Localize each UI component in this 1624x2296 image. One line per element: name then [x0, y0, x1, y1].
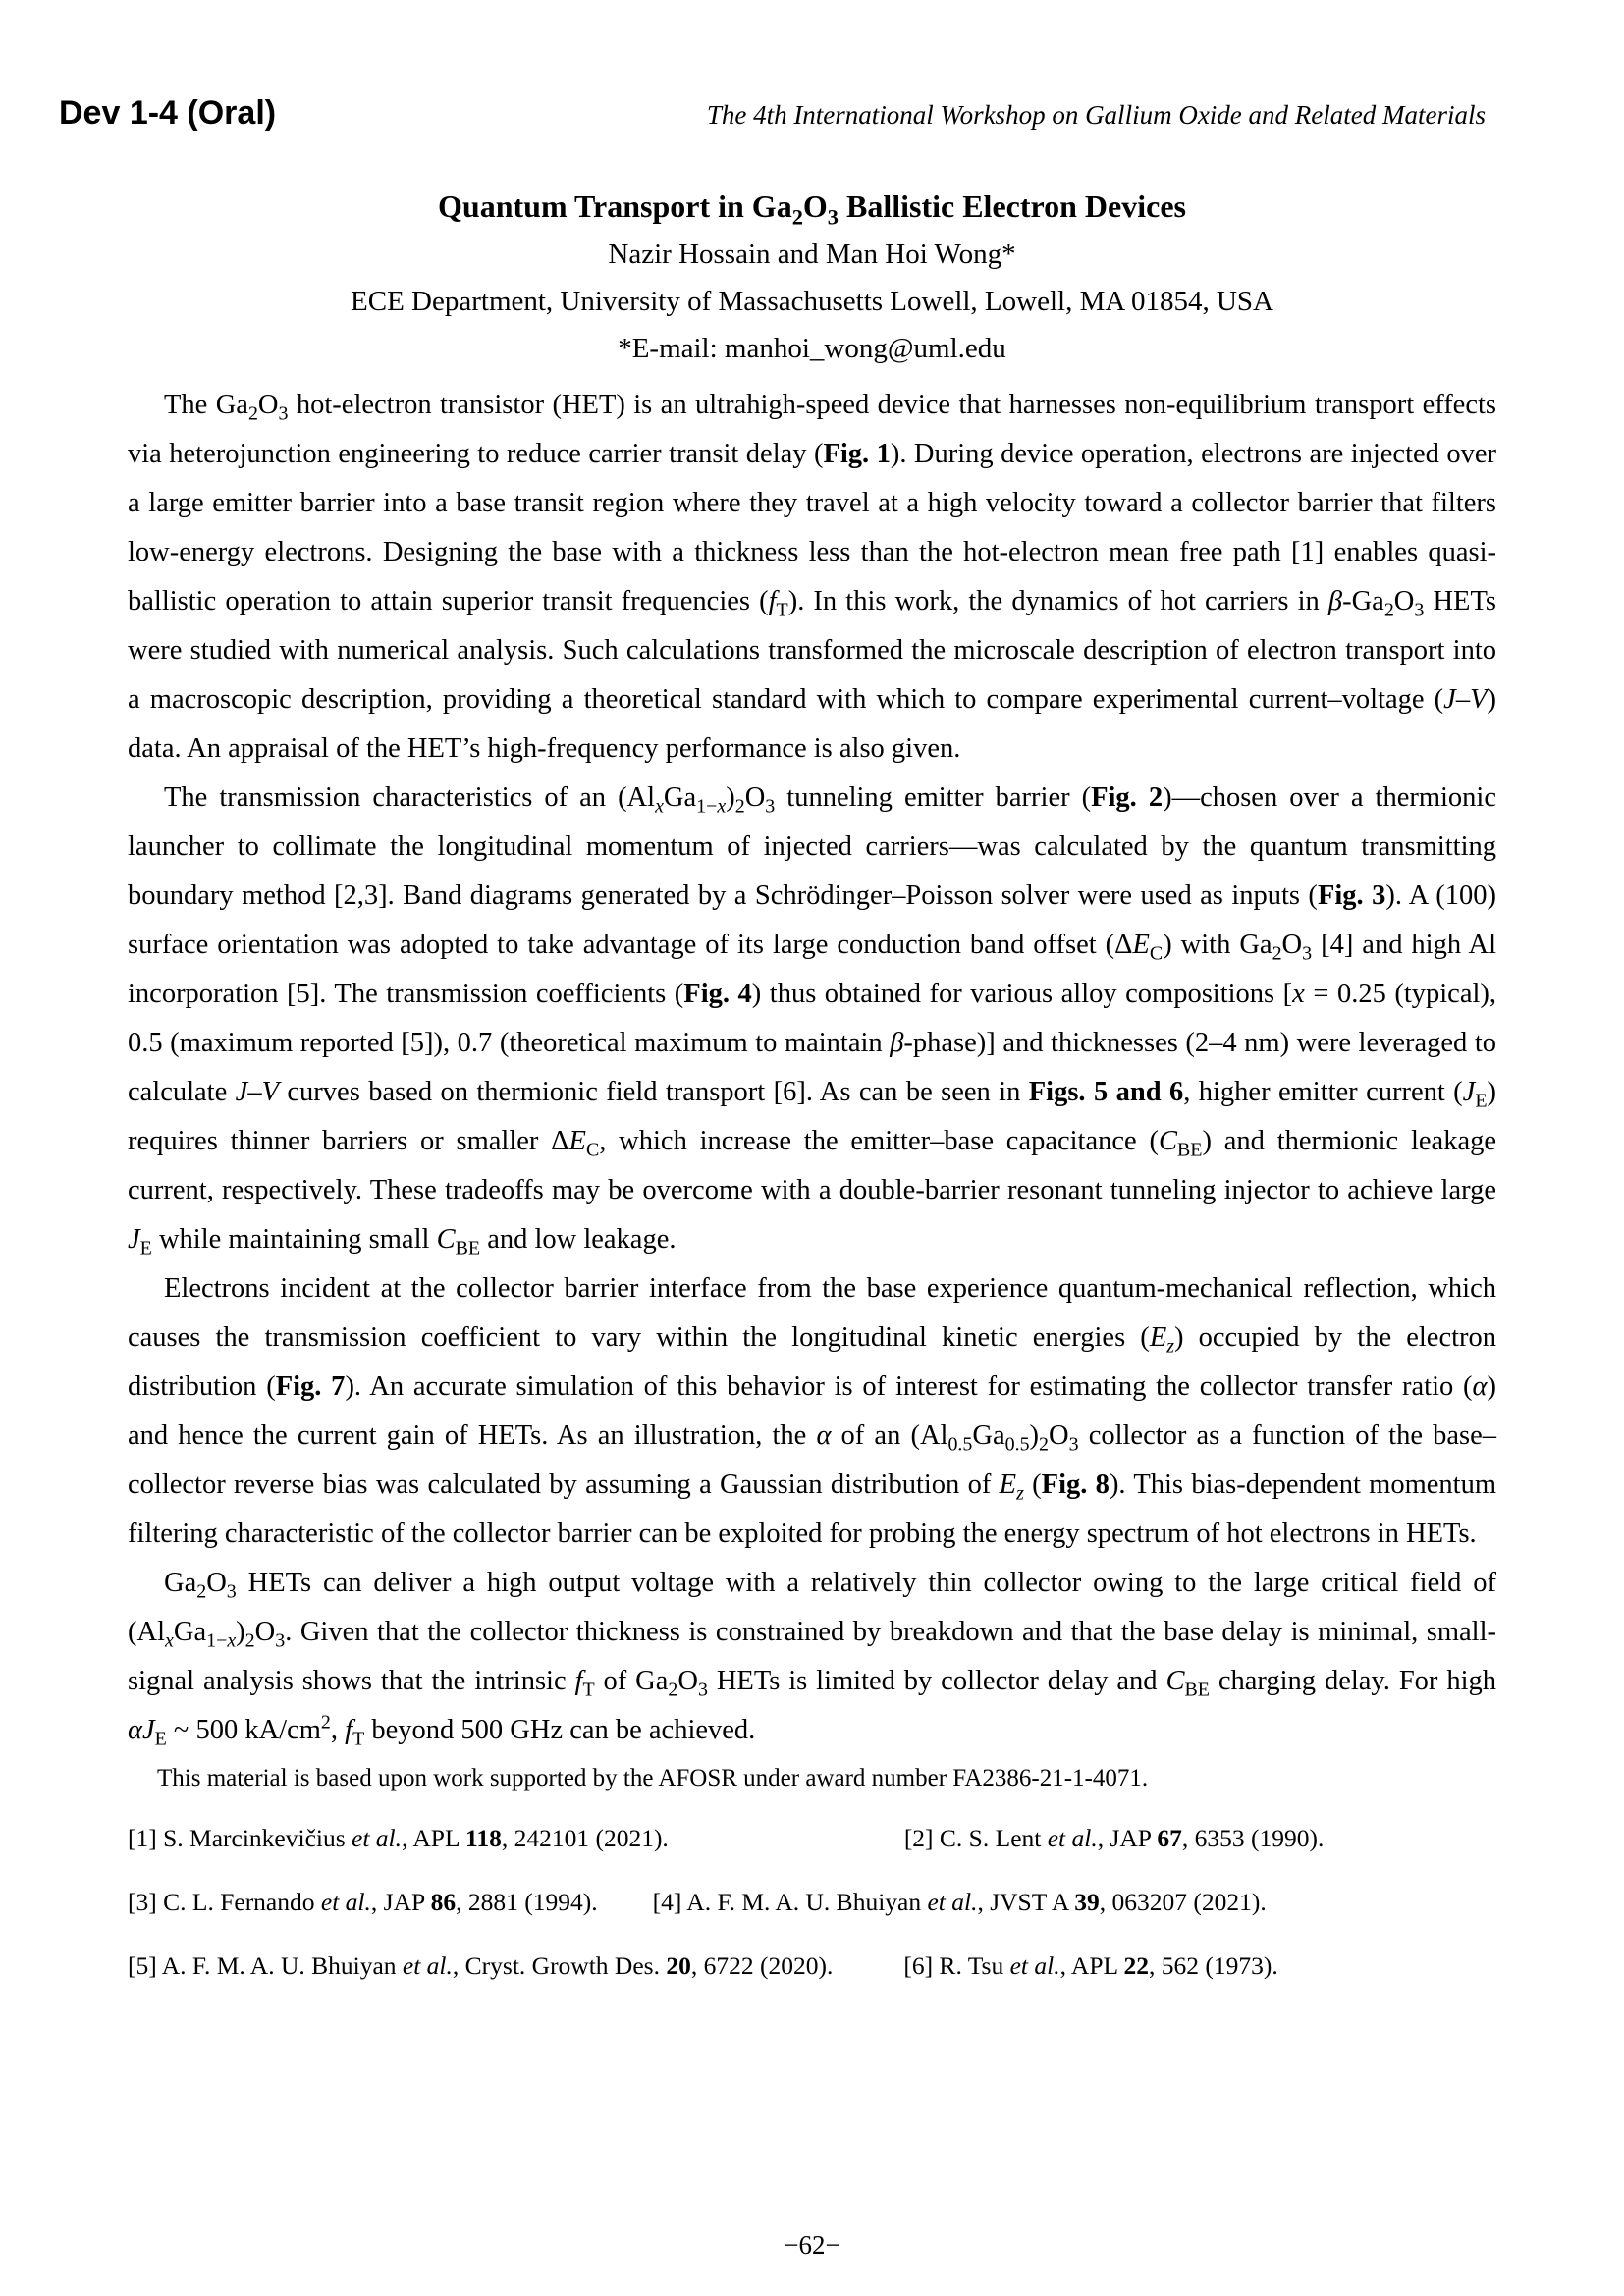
paper-title: Quantum Transport in $Ga_2O_3$ Ballistic Electron Devices: [438, 188, 1186, 230]
workshop-title: The 4th International Workshop on Gallium Oxide and Related Materials: [706, 100, 1486, 130]
reference-item: [2] C. S. Lent et al., JAP 67, 6353 (1990).: [903, 1824, 1325, 1852]
abstract-paragraph-4: $Ga_2O_3$ HETs can deliver a high output voltage with a relatively thin collector owing to the large critical field of $(Al_xGa_{1-x})_2O_3$. Given that the collector thickness is constrained by breakdown and that the base delay is minimal, small-signal analysis shows that the intrinsic $f_T$ of $Ga_2O_3$ HETs is limited by collector delay and $C_{BE}$ charging delay. For high $\alpha J_E$ ~ 500 $kA/cm^2$, $f_T$ beyond 500 GHz can be achieved.: [128, 1568, 1496, 1750]
reference-item: [6] R. Tsu et al., APL 22, 562 (1973).: [903, 1951, 1278, 1980]
authors-line: Nazir Hossain and Man Hoi Wong*: [608, 239, 1016, 270]
reference-item: [5] A. F. M. A. U. Bhuiyan et al., Cryst. Growth Des. 20, 6722 (2020).: [128, 1951, 834, 1980]
affiliation-line: ECE Department, University of Massachusetts Lowell, Lowell, MA 01854, USA: [351, 286, 1273, 317]
reference-item: [3] C. L. Fernando et al., JAP 86, 2881 (1994).: [128, 1888, 598, 1916]
abstract-body: [128, 381, 1496, 1755]
reference-row: [128, 1870, 1496, 1934]
session-label: Dev 1-4 (Oral): [59, 94, 277, 132]
acknowledgment-line: This material is based upon work supported by the AFOSR under award number FA2386-21-1-4071.: [157, 1765, 1149, 1791]
reference-row: [128, 1934, 1496, 1998]
reference-item: [4] A. F. M. A. U. Bhuiyan et al., JVST A 39, 063207 (2021).: [652, 1888, 1267, 1916]
reference-item: [1] S. Marcinkevičius et al., APL 118, 242101 (2021).: [128, 1824, 669, 1852]
abstract-paragraph-2: The transmission characteristics of an $(Al_xGa_{1-x})_2O_3$ tunneling emitter barrier (Fig. 2)—chosen over a thermionic launcher to collimate the longitudinal momentum of injected carriers—was calculated by the quantum transmitting boundary method [2,3]. Band diagrams generated by a Schrödinger–Poisson solver were used as inputs (Fig. 3). A (100) surface orientation was adopted to take advantage of its large conduction band offset $(\Delta E_C)$ with $Ga_2O_3$ [4] and high Al incorporation [5]. The transmission coefficients (Fig. 4) thus obtained for various alloy compositions [x = 0.25 (typical), 0.5 (maximum reported [5]), 0.7 (theoretical maximum to maintain β-phase)] and thicknesses (2–4 nm) were leveraged to calculate J–V curves based on thermionic field transport [6]. As can be seen in Figs. 5 and 6, higher emitter current $(J_E)$ requires thinner barriers or smaller $\Delta E_C$, which increase the emitter–base capacitance $(C_{BE})$ and thermionic leakage current, respectively. These tradeoffs may be overcome with a double-barrier resonant tunneling injector to achieve large $J_E$ while maintaining small $C_{BE}$ and low leakage.: [128, 782, 1497, 1259]
abstract-paragraph-1: The $Ga_2O_3$ hot-electron transistor (HET) is an ultrahigh-speed device that harnesses non-equilibrium transport effects via heterojunction engineering to reduce carrier transit delay (Fig. 1). During device operation, electrons are injected over a large emitter barrier into a base transit region where they travel at a high velocity toward a collector barrier that filters low-energy electrons. Designing the base with a thickness less than the hot-electron mean free path [1] enables quasi-ballistic operation to attain superior transit frequencies $(f_T)$. In this work, the dynamics of hot carriers in $\beta-Ga_2O_3$ HETs were studied with numerical analysis. Such calculations transformed the microscale description of electron transport into a macroscopic description, providing a theoretical standard with which to compare experimental current–voltage (J–V) data. An appraisal of the HET’s high-frequency performance is also given.: [128, 390, 1496, 764]
page-header: [0, 0, 1624, 130]
abstract-paragraph-3: Electrons incident at the collector barrier interface from the base experience quantum-mechanical reflection, which causes the transmission coefficient to vary within the longitudinal kinetic energies $(E_z)$ occupied by the electron distribution (Fig. 7). An accurate simulation of this behavior is of interest for estimating the collector transfer ratio (α) and hence the current gain of HETs. As an illustration, the α of an $(Al_{0.5}Ga_{0.5})_2O_3$ collector as a function of the base–collector reverse bias was calculated by assuming a Gaussian distribution of $E_z$ (Fig. 8). This bias-dependent momentum filtering characteristic of the collector barrier can be exploited for probing the energy spectrum of hot electrons in HETs.: [128, 1273, 1497, 1549]
page-number: −62−: [784, 2230, 840, 2260]
email-line: *E-mail: manhoi_wong@uml.edu: [618, 333, 1006, 364]
reference-row: [128, 1806, 1496, 1870]
references-section: [128, 1806, 1496, 1998]
